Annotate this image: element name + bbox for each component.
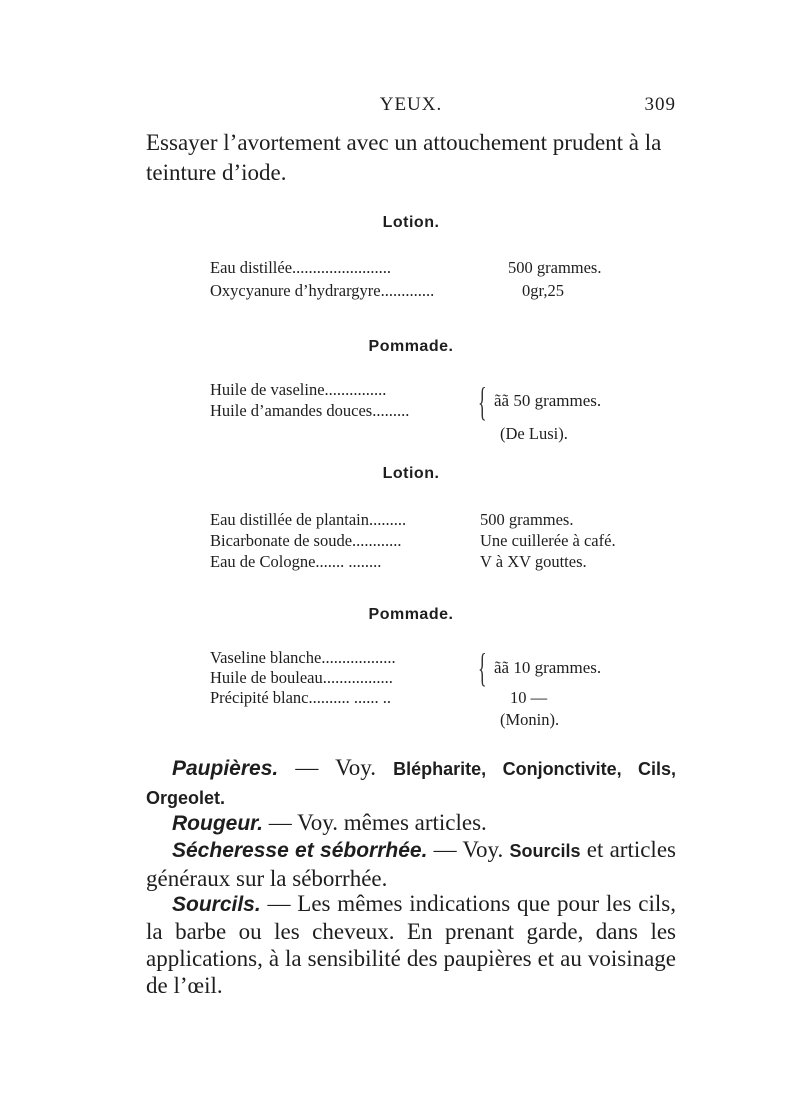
entry-term: Paupières. (172, 757, 279, 780)
recipe-pommade-2: Vaseline blanche.................. Huile de bouleau................. Précipité blanc.......... ...... .. 10 — { ãã 10 grammes. (Monin). (210, 645, 602, 729)
lead-paragraph: Essayer l’avortement avec un attouchement prudent à la teinture d’iode. (146, 130, 662, 185)
recipe-lotion-1: Eau distillée........................ 500 grammes. Oxycyanure d’hydrargyre............. 0gr,25 (210, 258, 602, 300)
running-head (146, 94, 676, 118)
section-heading-pommade-2: Pommade. (368, 606, 454, 623)
section-heading-pommade-1: Pommade. (368, 338, 454, 355)
entry-sourcils: Sourcils. — Les mêmes indications que pour les cils, la barbe ou les cheveux. En prenant garde, dans les applications, à la sensibilité des paupières et au voisinage de l’œil. (146, 891, 676, 998)
page-number: 309 (644, 94, 676, 115)
brace: { (478, 645, 487, 690)
recipe-lotion-2: Eau distillée de plantain......... 500 grammes. Bicarbonate de soude............ Une cuillerée à café. Eau de Cologne....... ........ V à XV gouttes. (210, 510, 616, 571)
section-heading-lotion-1: Lotion. (382, 214, 440, 231)
section-heading-lotion-2: Lotion. (382, 465, 440, 482)
recipe-pommade-1: Huile de vaseline............... Huile d’amandes douces......... { ãã 50 grammes. (De Lusi). (210, 379, 602, 443)
entry-term: Rougeur. (172, 812, 264, 835)
entry-term: Sourcils. (172, 893, 261, 916)
entry-secheresse: Sécheresse et séborrhée. — Voy. Sourcils et articles généraux sur la séborrhée. (146, 837, 676, 891)
brace: { (478, 379, 487, 424)
recipe-source: (De Lusi). (500, 424, 568, 443)
entry-rougeur: Rougeur. — Voy. mêmes articles. (172, 810, 487, 835)
entry-refs: Sourcils (509, 841, 581, 861)
entry-refs: Blépharite, Conjonctivite, Cils, Orgeolet. (146, 759, 676, 808)
recipe-source: (Monin). (500, 710, 560, 729)
running-title: YEUX. (379, 94, 443, 115)
entry-paupieres: Paupières. — Voy. Blépharite, Conjonctivite, Cils, Orgeolet. (146, 755, 676, 808)
entry-term: Sécheresse et séborrhée. (172, 839, 428, 862)
